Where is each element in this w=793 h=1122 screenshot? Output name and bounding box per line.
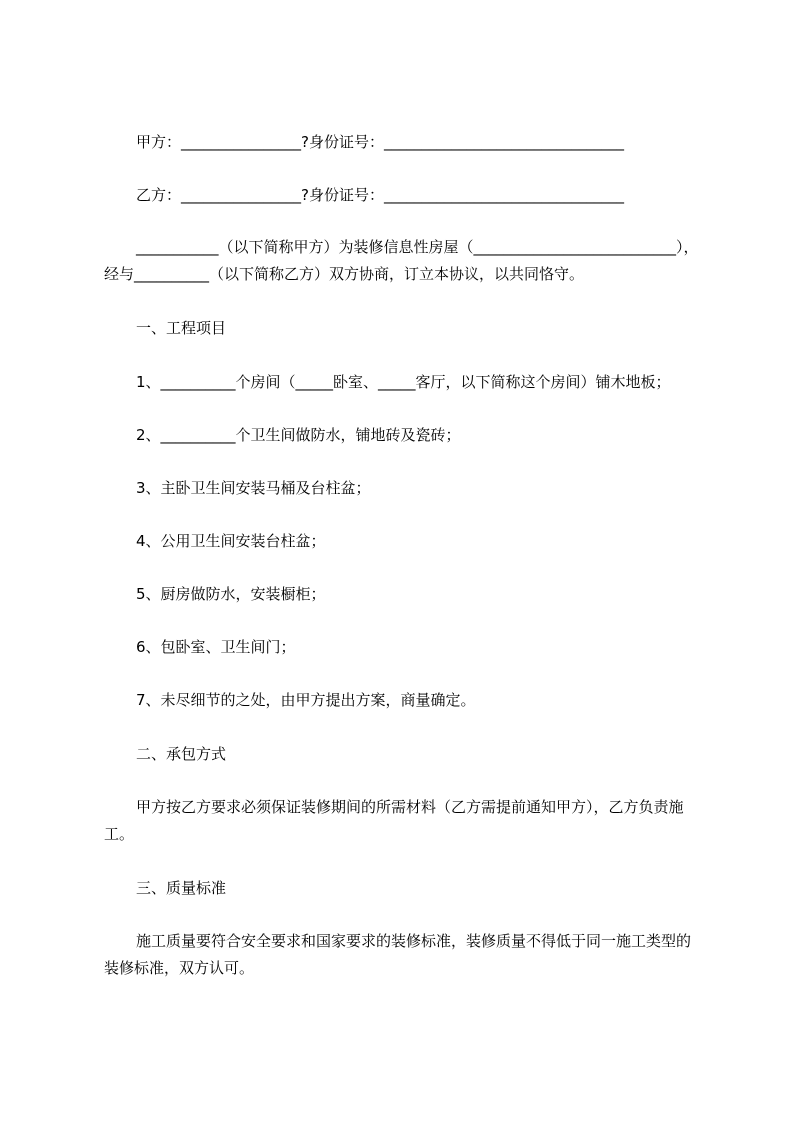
section2-body: 甲方按乙方要求必须保证装修期间的所需材料（乙方需提前通知甲方），乙方负责施工。 [104, 798, 684, 843]
section1-title: 一、工程项目 [136, 319, 227, 337]
list-item: 2、__________个卫生间做防水，铺地砖及瓷砖； [136, 426, 461, 444]
party-b-line: 乙方：________________?身份证号：________________________________ [136, 186, 624, 204]
list-item: 3、主卧卫生间安装马桶及台柱盆； [136, 479, 371, 497]
section3-title: 三、质量标准 [136, 879, 227, 897]
list-item: 1、__________个房间（_____卧室、_____客厅，以下简称这个房间）铺木地板； [136, 373, 671, 391]
list-item: 7、未尽细节的之处，由甲方提出方案，商量确定。 [136, 691, 476, 709]
list-item: 6、包卧室、卫生间门； [136, 638, 296, 656]
list-item: 5、厨房做防水，安装橱柜； [136, 585, 326, 603]
section2-title: 二、承包方式 [136, 745, 227, 763]
party-a-line: 甲方：________________?身份证号：________________________________ [136, 133, 624, 151]
intro-paragraph: ___________（以下简称甲方）为装修信息性房屋（___________________________），经与__________（以下简称乙方）双方协商，订立本协议，以共同恪守。 [104, 238, 699, 283]
list-item: 4、公用卫生间安装台柱盆； [136, 532, 326, 550]
section3-body: 施工质量要符合安全要求和国家要求的装修标准，装修质量不得低于同一施工类型的装修标准，双方认可。 [104, 932, 692, 977]
